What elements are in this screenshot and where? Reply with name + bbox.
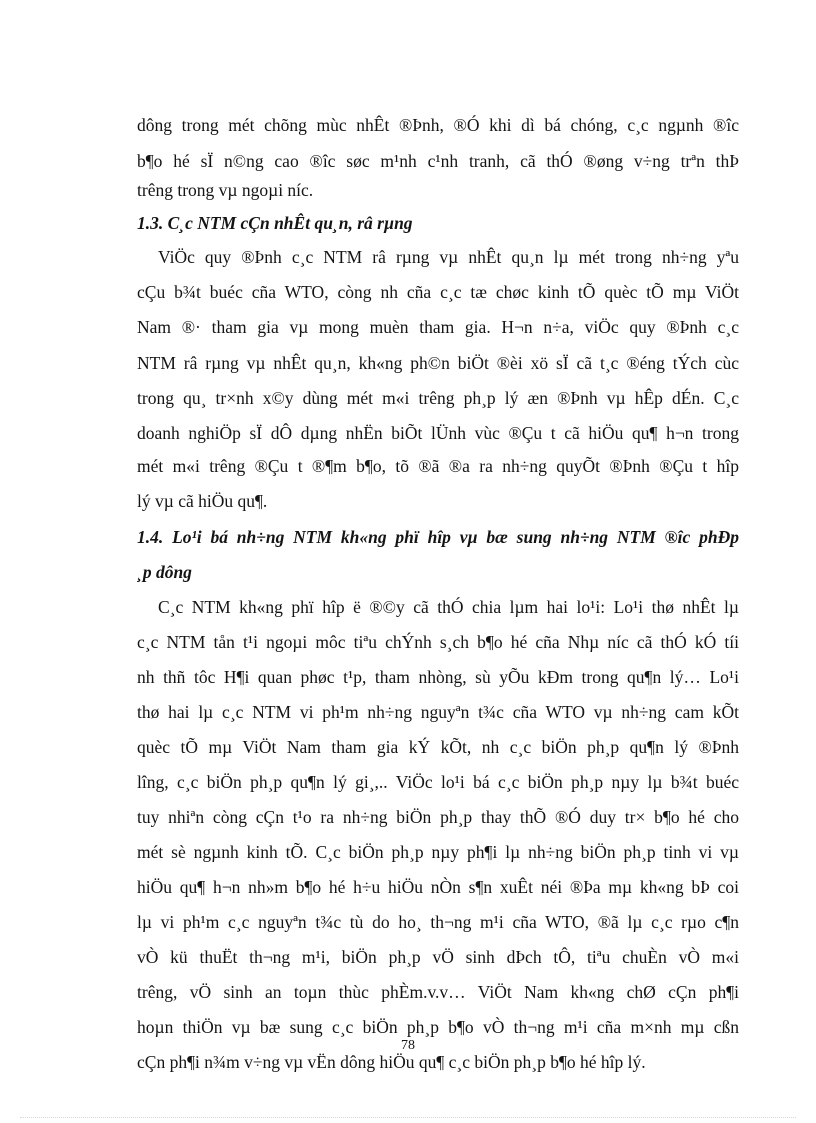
section-heading: 1.4. Lo¹i bá nh÷ng NTM kh«ng phï hîp vµ bæ sung nh÷ng NTM ®îc phÐp [137, 527, 739, 547]
section-heading: ¸p dông [137, 562, 192, 582]
body-line: C¸c NTM kh«ng phï hîp ë ®©y cã thÓ chia lµm hai lo¹i: Lo¹i thø nhÊt lµ [158, 597, 739, 617]
body-line: lý vµ cã hiÖu qu¶. [137, 491, 268, 511]
body-line: mét sè ngµnh kinh tÕ. C¸c biÖn ph¸p nµy ph¶i lµ nh÷ng biÖn ph¸p tinh vi vµ [137, 842, 739, 862]
body-line: tuy nhiªn còng cÇn t¹o ra nh÷ng biÖn ph¸p thay thÕ ®Ó duy tr× b¶o hé cho [137, 807, 739, 827]
page-bottom-rule [20, 1117, 796, 1118]
page-number: 78 [401, 1038, 415, 1053]
body-line: NTM râ rµng vµ nhÊt qu¸n, kh«ng ph©n biÖt ®èi xö sÏ cã t¸c ®éng tÝch cùc [137, 353, 739, 373]
body-line: b¶o hé sÏ n©ng cao ®îc søc m¹nh c¹nh tranh, cã thÓ ®øng v÷ng trªn thÞ [137, 151, 739, 171]
body-line: trêng, vÖ sinh an toµn thùc phÈm.v.v… ViÖt Nam kh«ng chØ cÇn ph¶i [137, 982, 739, 1002]
body-line: trong qu¸ tr×nh x©y dùng mét m«i trêng ph¸p lý æn ®Þnh vµ hÊp dÉn. C¸c [137, 388, 739, 408]
body-line: lîng, c¸c biÖn ph¸p qu¶n lý gi¸,.. ViÖc lo¹i bá c¸c biÖn ph¸p nµy lµ b¾t buéc [137, 772, 739, 792]
body-line: mét m«i trêng ®Çu t ®¶m b¶o, tõ ®ã ®a ra nh÷ng quyÕt ®Þnh ®Çu t hîp [137, 456, 739, 476]
body-line: c¸c NTM tån t¹i ngoµi môc tiªu chÝnh s¸ch b¶o hé cña Nhµ níc cã thÓ kÓ tíi [137, 632, 739, 652]
body-line: vÒ kü thuËt th¬ng m¹i, biÖn ph¸p vÖ sinh dÞch tÔ, tiªu chuÈn vÒ m«i [137, 947, 739, 967]
body-line: hiÖu qu¶ h¬n nh»m b¶o hé h÷u hiÖu nÒn s¶n xuÊt néi ®Þa mµ kh«ng bÞ coi [137, 877, 739, 897]
body-line: Nam ®· tham gia vµ mong muèn tham gia. H¬n n÷a, viÖc quy ®Þnh c¸c [137, 317, 739, 337]
body-line: doanh nghiÖp sÏ dÔ dµng nhËn biÕt lÜnh vùc ®Çu t cã hiÖu qu¶ h¬n trong [137, 423, 739, 443]
body-line: cÇn ph¶i n¾m v÷ng vµ vËn dông hiÖu qu¶ c¸c biÖn ph¸p b¶o hé hîp lý. [137, 1052, 646, 1072]
body-line: cÇu b¾t buéc cña WTO, còng nh cña c¸c tæ chøc kinh tÕ quèc tÕ mµ ViÖt [137, 282, 739, 302]
body-line: quèc tÕ mµ ViÖt Nam tham gia kÝ kÕt, nh c¸c biÖn ph¸p qu¶n lý ®Þnh [137, 737, 739, 757]
body-line: nh thñ tôc H¶i quan phøc t¹p, tham nhòng, sù yÕu kÐm trong qu¶n lý… Lo¹i [137, 667, 739, 687]
body-line: thø hai lµ c¸c NTM vi ph¹m nh÷ng nguyªn t¾c cña WTO vµ nh÷ng cam kÕt [137, 702, 739, 722]
body-line: hoµn thiÖn vµ bæ sung c¸c biÖn ph¸p b¶o vÒ th¬ng m¹i cña m×nh mµ cßn [137, 1017, 739, 1037]
body-line: ViÖc quy ®Þnh c¸c NTM râ rµng vµ nhÊt qu¸n lµ mét trong nh÷ng yªu [158, 247, 739, 267]
body-line: lµ vi ph¹m c¸c nguyªn t¾c tù do ho¸ th¬ng m¹i cña WTO, ®ã lµ c¸c rµo c¶n [137, 912, 739, 932]
body-line: trêng trong vµ ngoµi níc. [137, 180, 314, 200]
body-line: dông trong mét chõng mùc nhÊt ®Þnh, ®Ó khi dì bá chóng, c¸c ngµnh ®îc [137, 115, 739, 135]
section-heading: 1.3. C¸c NTM cÇn nhÊt qu¸n, râ rµng [137, 213, 413, 233]
